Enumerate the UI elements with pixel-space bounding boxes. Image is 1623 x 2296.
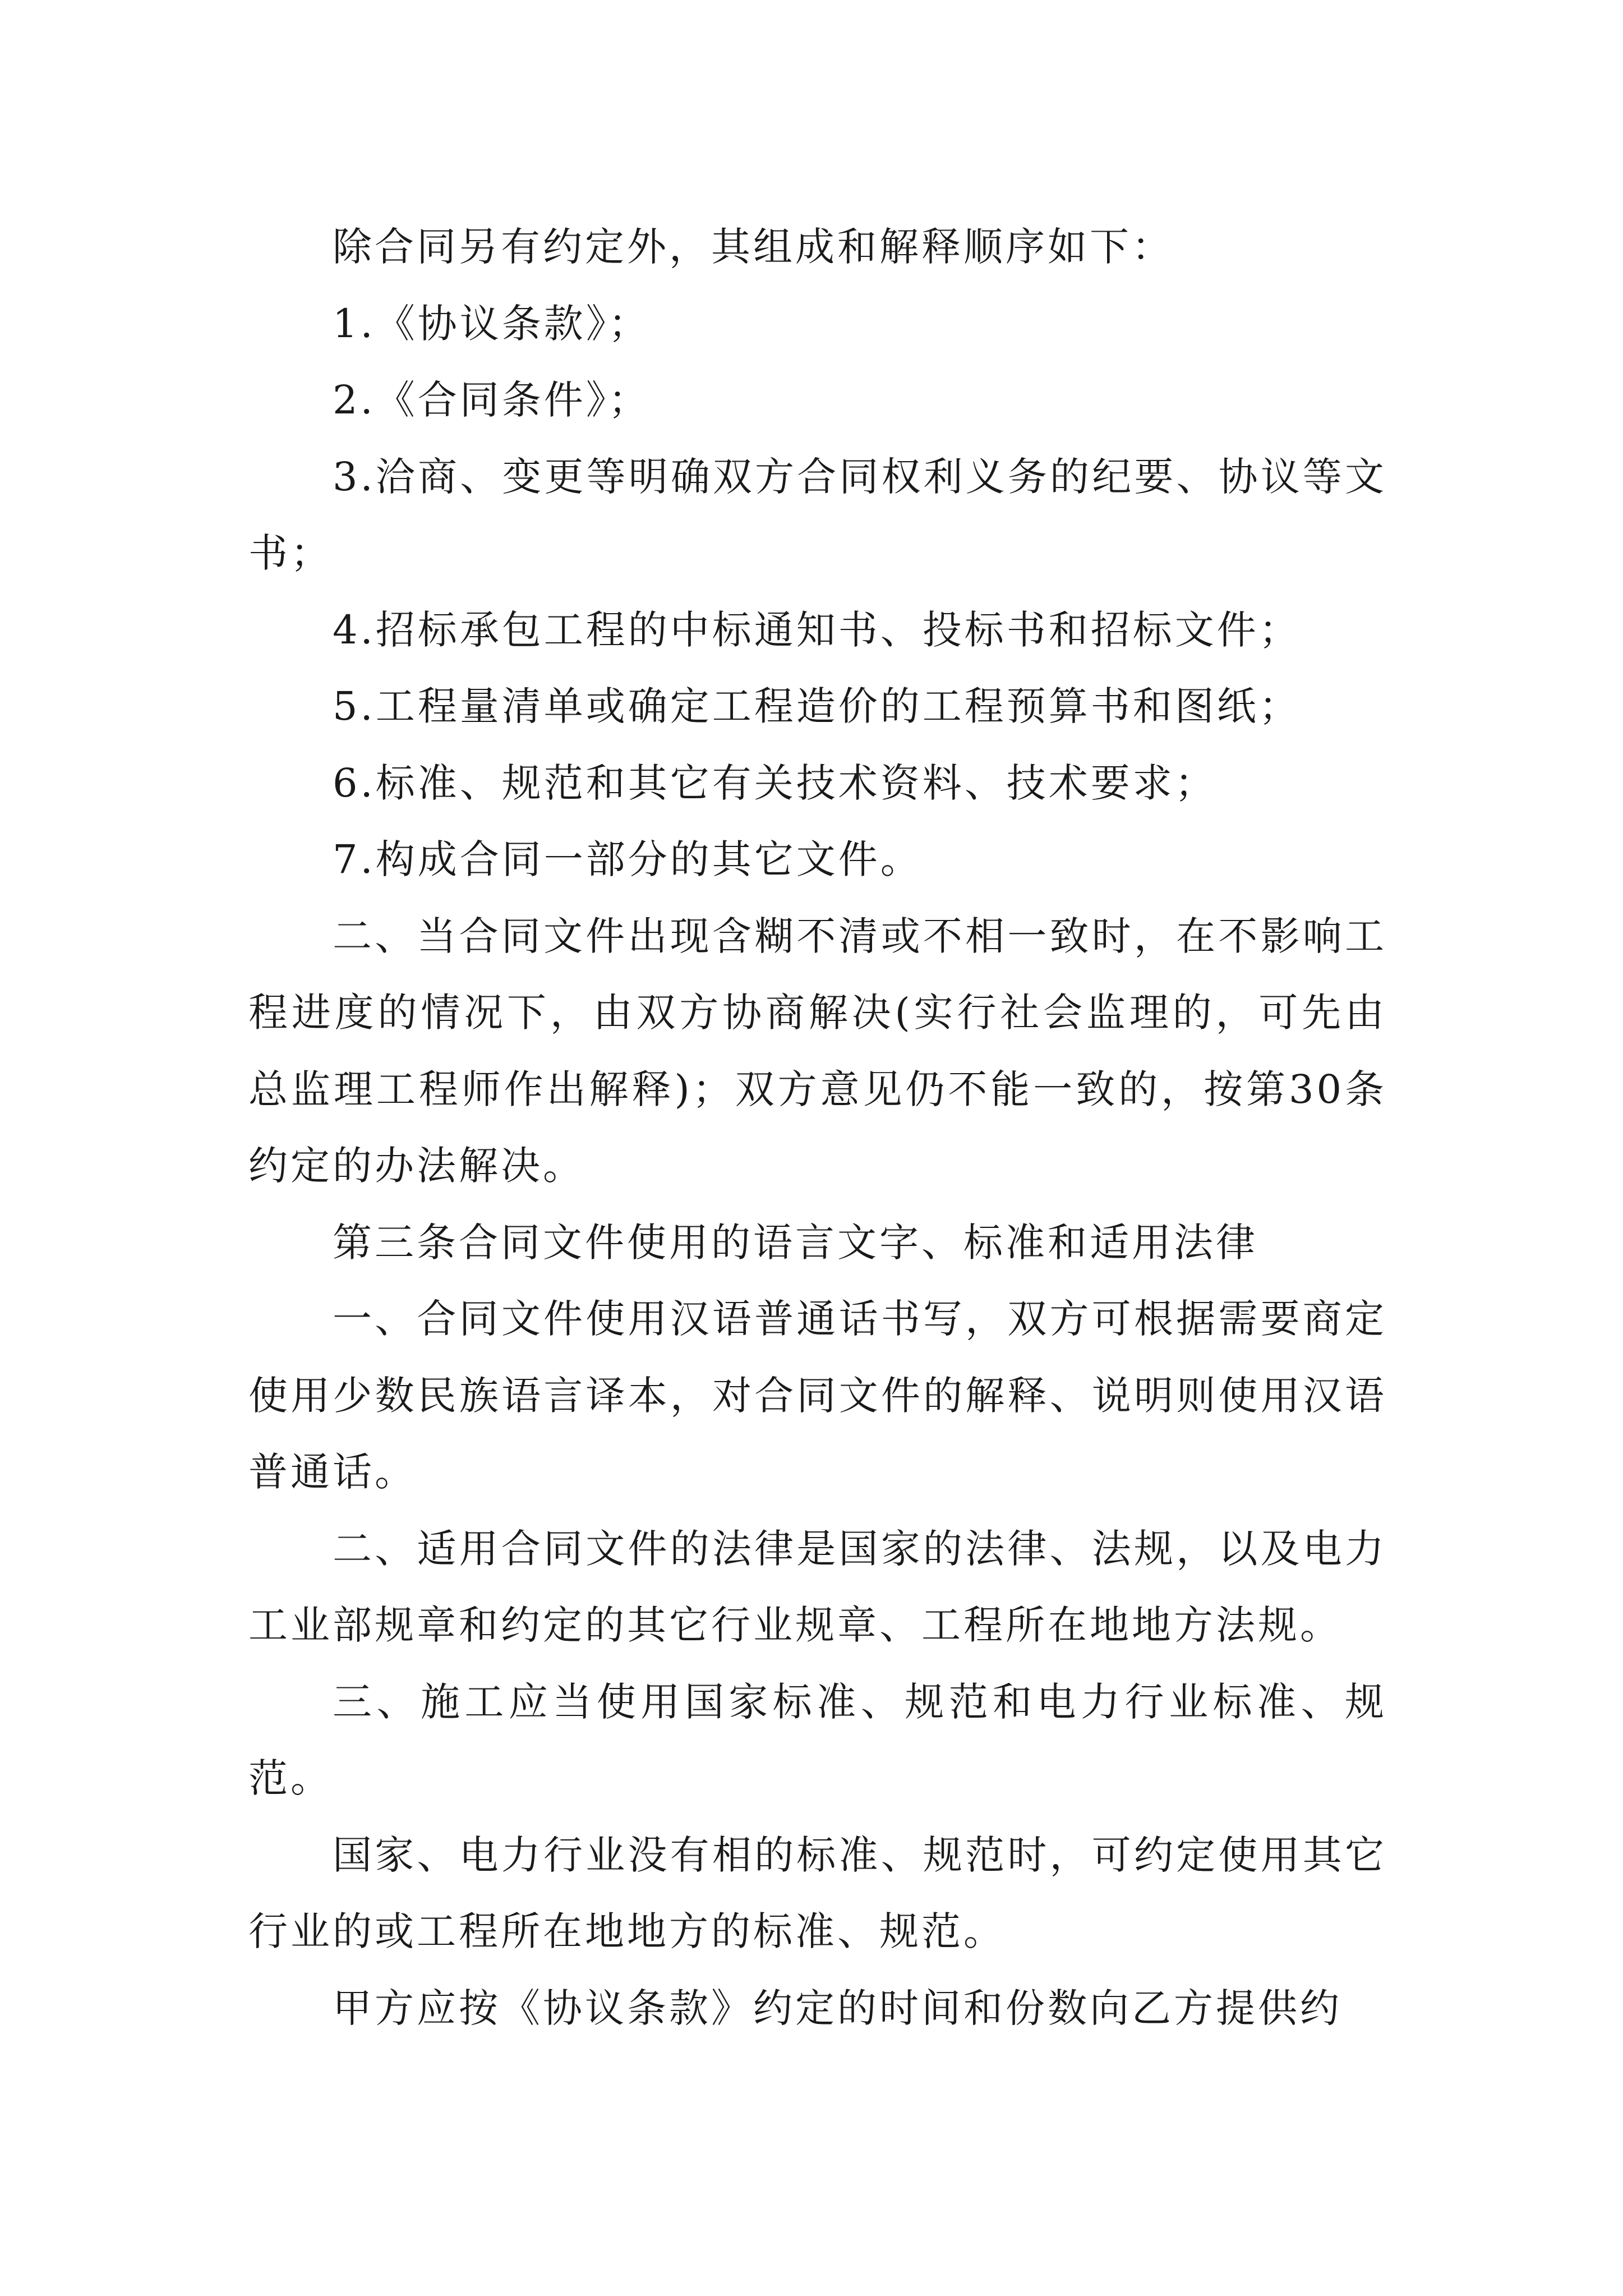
list-item-7: 7.构成合同一部分的其它文件。 [333,836,923,882]
list-item-2: 2.《合同条件》； [333,377,651,423]
list-item-3: 3.洽商、变更等明确双方合同权利义务的纪要、协议等文书； [248,453,1387,576]
paragraph-applicable-law: 二、适用合同文件的法律是国家的法律、法规，以及电力工业部规章和约定的其它行业规章、工程所在地地方法规。 [248,1525,1387,1648]
list-item-6: 6.标准、规范和其它有关技术资料、技术要求； [333,760,1217,806]
list-item-4: 4.招标承包工程的中标通知书、投标书和招标文件； [333,606,1301,653]
paragraph-standards: 三、施工应当使用国家标准、规范和电力行业标准、规范。 [248,1678,1387,1801]
paragraph-ambiguity: 二、当合同文件出现含糊不清或不相一致时，在不影响工程进度的情况下，由双方协商解决(实行社会监理的，可先由总监理工程师作出解释)；双方意见仍不能一致的，按第30条约定的办法解决。 [248,913,1387,1189]
list-item-5: 5.工程量清单或确定工程造价的工程预算书和图纸； [333,683,1301,729]
list-item-1: 1.《协议条款》； [333,300,651,347]
paragraph-language: 一、合同文件使用汉语普通话书写，双方可根据需要商定使用少数民族语言译本，对合同文件的解释、说明则使用汉语普通话。 [248,1296,1387,1495]
section-heading-article-3: 第三条合同文件使用的语言文字、标准和适用法律 [333,1219,1258,1266]
paragraph-party-a-provide: 甲方应按《协议条款》约定的时间和份数向乙方提供约 [333,1985,1342,2031]
paragraph-order-intro: 除合同另有约定外，其组成和解释顺序如下： [333,224,1174,270]
body-text [248,209,1387,2046]
paragraph-other-standards: 国家、电力行业没有相的标准、规范时，可约定使用其它行业的或工程所在地地方的标准、规范。 [248,1832,1387,1954]
